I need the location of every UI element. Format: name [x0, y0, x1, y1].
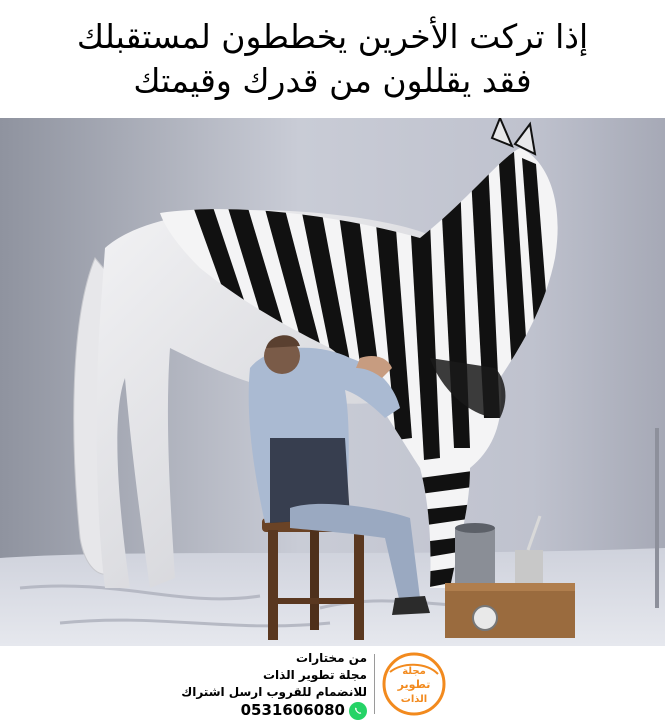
svg-text:مجلة: مجلة [402, 666, 426, 677]
phone-number: 0531606080 [240, 701, 345, 719]
caption [0, 0, 665, 118]
whatsapp-icon [349, 702, 367, 720]
footer-divider [374, 654, 375, 714]
magazine-logo [382, 652, 446, 716]
caption-line-2: فقد يقللون من قدرك وقيمتك [133, 61, 532, 100]
footer-phone-row [181, 701, 367, 720]
svg-text:الذات: الذات [400, 694, 428, 705]
footer [0, 646, 665, 720]
horse-zebra-painting-image [0, 118, 665, 646]
footer-line-3: للانضمام للقروب ارسل اشتراك [181, 685, 367, 699]
photo [0, 118, 665, 646]
footer-credits [181, 650, 367, 720]
svg-text:تطوير: تطوير [397, 678, 431, 691]
footer-line-2: مجلة تطوير الذات [262, 668, 367, 682]
footer-line-1: من مختارات [296, 651, 367, 665]
caption-line-1: إذا تركت الأخرين يخططون لمستقبلك [76, 17, 589, 56]
